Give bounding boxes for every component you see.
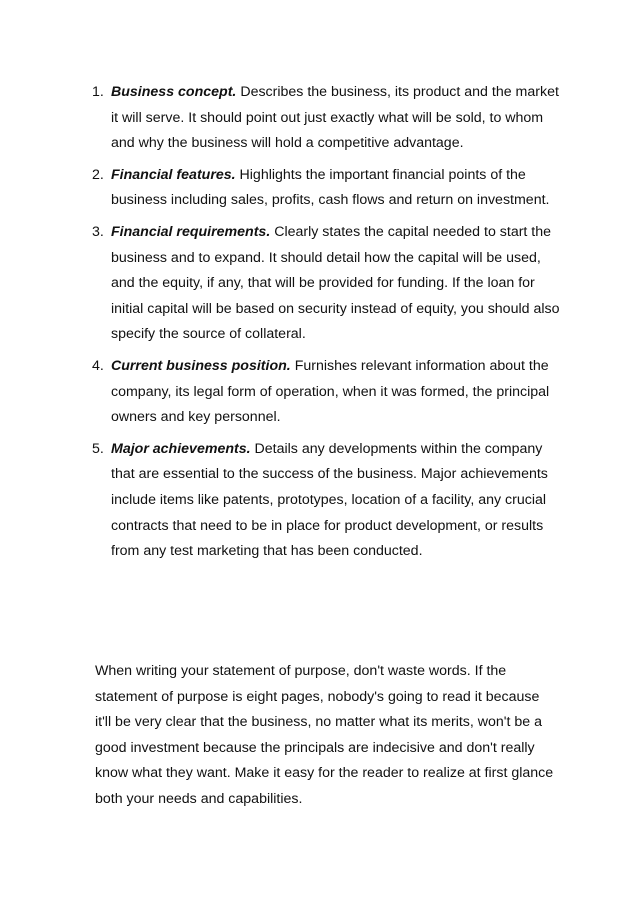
list-item-financial-features (92, 163, 562, 214)
list-item-number: 2. (92, 166, 104, 183)
list-item-text: Details any developments within the company that are essential to the success of the business. Major achievements include items like patents, prototypes, location of a facility, any crucial contracts that need to be in place for product development, or results from any test marketing that has been conducted. (111, 440, 548, 560)
list-item-number: 4. (92, 357, 104, 374)
list-item-term: Financial features. (111, 166, 236, 183)
summary-elements-list (92, 80, 562, 571)
list-item-number: 1. (92, 84, 104, 100)
closing-paragraph: When writing your statement of purpose, don't waste words. If the statement of purpose is eight pages, nobody's going to read it because it'll be very clear that the business, no matter what its merits, won't be a good investment because the principals are indecisive and don't really know what they want. Make it easy for the reader to realize at first glance both your needs and capabilities. (95, 663, 554, 807)
list-item-text: Describes the business, its product and the market it will serve. It should point out just exactly what will be sold, to whom and why the business will hold a competitive advantage. (111, 84, 559, 152)
list-item-text: Highlights the important financial points of the business including sales, profits, cash flows and return on investment. (111, 166, 550, 209)
list-item-term: Major achievements. (111, 440, 251, 457)
list-item-text: Clearly states the capital needed to start the business and to expand. It should detail how the capital will be used, and the equity, if any, that will be provided for funding. If the loan for initial capital will be based on security instead of equity, you should also specify the source of collateral. (111, 223, 560, 343)
list-item-term: Business concept. (111, 84, 237, 100)
list-item-current-business-position (92, 354, 562, 431)
list-item-term: Financial requirements. (111, 223, 271, 240)
list-item-text: Furnishes relevant information about the company, its legal form of operation, when it was formed, the principal owners and key personnel. (111, 357, 550, 426)
list-item-number: 5. (92, 440, 104, 457)
list-item-term: Current business position. (111, 357, 291, 374)
list-item-number: 3. (92, 223, 104, 240)
list-item-financial-requirements (92, 220, 562, 348)
list-item-business-concept (92, 80, 562, 157)
list-item-major-achievements (92, 437, 562, 565)
